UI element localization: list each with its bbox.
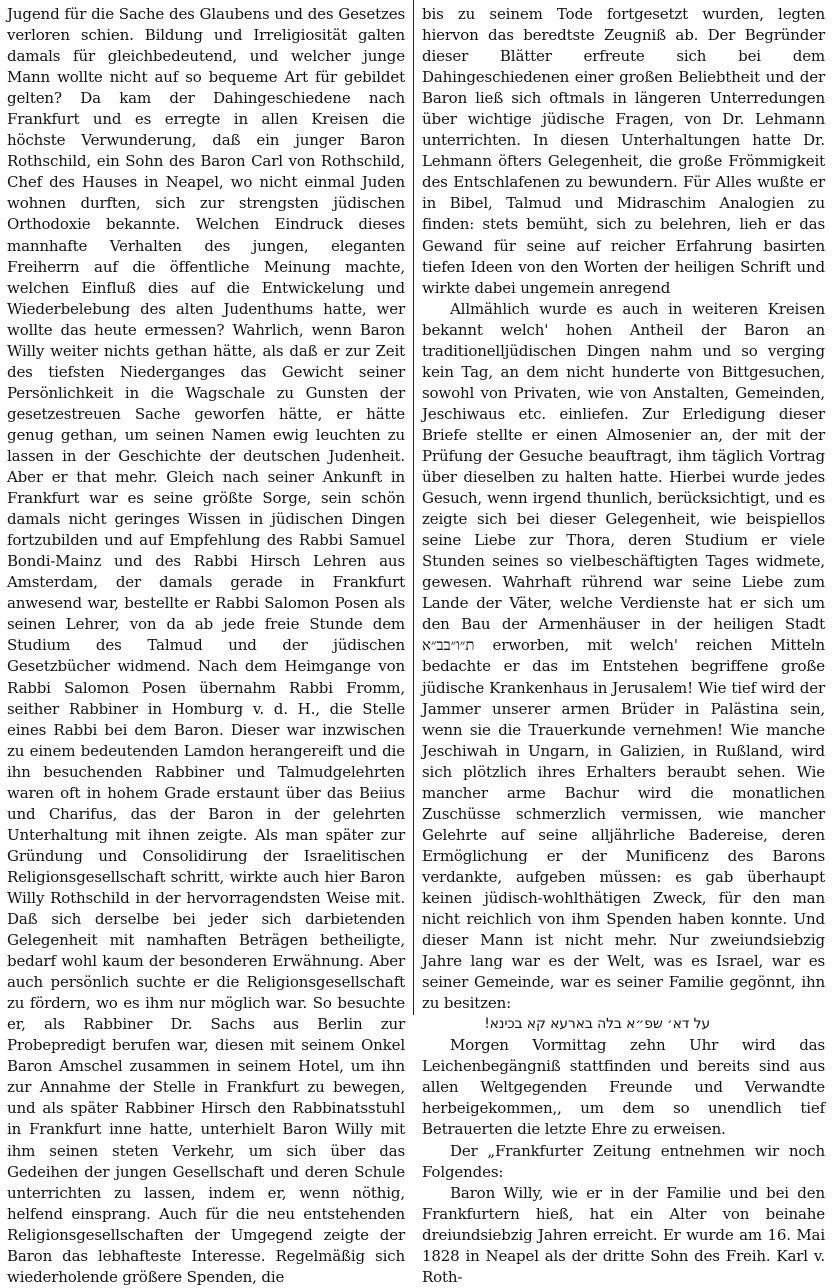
- paragraph: Baron Willy, wie er in der Familie und bei den Frankfurtern hieß, hat ein Alter von beinahe dreiundsiebzig Jahren erreicht. Er wurde am 16. Mai 1828 in Neapel als der dritte Sohn des Freih. Karl v. Roth-: [422, 1183, 825, 1286]
- column-divider: [413, 0, 414, 1015]
- paragraph: Jugend für die Sache des Glaubens und des Gesetzes verloren schien. Bildung und Irreligiosität galten damals für gleichbedeutend, und welcher junge Mann wollte nicht auf so bequeme Art für gebildet gelten? Da kam der Dahingeschiedene nach Frankfurt und es erregte in allen Kreisen die höchste Verwunderung, daß ein junger Baron Rothschild, ein Sohn des Baron Carl von Rothschild, Chef des Hauses in Neapel, wo nicht einmal Juden wohnen durften, sich zur strengsten jüdischen Orthodoxie bekannte. Welchen Eindruck dieses mannhafte Verhalten des jungen, eleganten Freiherrn auf die öffentliche Meinung machte, welchen Einfluß dies auf die Entwickelung und Wiederbelebung des alten Judenthums hatte, wer wollte das heute ermessen? Wahrlich, wenn Baron Willy weiter nichts gethan hätte, als daß er zur Zeit des tiefsten Niederganges das Gewicht seiner Persönlichkeit in die Wagschale zu Gunsten der gesetzestreuen Sache geworfen hätte, er hätte genug gethan, um seinen Namen ewig leuchten zu lassen in der Geschichte der deutschen Judenheit. Aber er that mehr. Gleich nach seiner Ankunft in Frankfurt war es seine größte Sorge, sein schön damals nicht geringes Wissen in jüdischen Dingen fortzubilden und auf Empfehlung des Rabbi Samuel Bondi-Mainz und des Rabbi Hirsch Lehren aus Amsterdam, der damals gerade in Frankfurt anwesend war, bestellte er Rabbi Salomon Posen als seinen Lehrer, von da ab jede freie Stunde dem Studium des Talmud und der jüdischen Gesetzbücher widmend. Nach dem Heimgange von Rabbi Salomon Posen übernahm Rabbi Fromm, seither Rabbiner in Homburg v. d. H., die Stelle eines Rabbi bei dem Baron. Dieser war inzwischen zu einem bedeutenden Lamdon herangereift und die ihn besuchenden Rabbiner und Talmudgelehrten waren oft in hohem Grade erstaunt über das Beiius und Charifus, das der Baron in der gelehrten Unterhaltung mit ihnen zeigte. Als man später zur Gründung und Consolidirung der Israelitischen Religionsgesellschaft schritt, wirkte auch hier Baron Willy Rothschild in der hervorragendsten Weise mit. Daß sich derselbe bei jeder sich darbietenden Gelegenheit mit namhaften Beträgen betheiligte, bedarf wohl kaum der besonderen Erwähnung. Aber auch persönlich suchte er die Religionsgesellschaft zu fördern, wo es ihm nur möglich war. So besuchte er, als Rabbiner Dr. Sachs aus Berlin zur Probepredigt berufen war, diesen mit seinem Onkel Baron Amschel zusammen in seinem Hotel, um ihn zur Annahme der Stelle in Frankfurt zu bewegen, und als später Rabbiner Hirsch den Rabbinatsstuhl in Frankfurt inne hatte, unterhielt Baron Willy mit ihm seinen steten Verkehr, um sich über das Gedeihen der jungen Gesellschaft und deren Schule unterrichten zu lassen, indem er, wenn nöthig, helfend einsprang. Auch für die neu entstehenden Religionsgesellschaften der Umgegend zeigte der Baron das lebhafteste Interesse. Regelmäßig sich wiederholende größere Spenden, die: [7, 5, 405, 1286]
- paragraph: Allmählich wurde es auch in weiteren Kreisen bekannt welch' hohen Antheil der Baron an traditionelljüdischen Dingen nahm und so verging kein Tag, an dem nicht hunderte von Bittgesuchen, sowohl von Privaten, wie von Anstalten, Gemeinden, Jeschiwaus etc. einliefen. Zur Erledigung dieser Briefe stellte er einen Almosenier an, der mit der Prüfung der Gesuche beauftragt, ihm täglich Vortrag über dieselben zu halten hatte. Hierbei wurde jedes Gesuch, wenn irgend thunlich, berücksichtigt, und es zeigte sich bei dieser Gelegenheit, wie beispiellos seine Liebe zur Thora, deren Studium er viele Stunden seines so vielbeschäftigten Tages widmete, gewesen. Wahrhaft rührend war seine Liebe zum Lande der Väter, welche Verdienste hat er sich um den Bau der Armenhäuser in der heiligen Stadt ת״ו״בב״א erworben, mit welch' reichen Mitteln bedachte er das im Entstehen begriffene große jüdische Krankenhaus in Jerusalem! Wie tief wird der Jammer unserer armen Brüder in Palästina sein, wenn sie die Trauerkunde vernehmen! Wie manche Jeschiwah in Ungarn, in Galizien, in Rußland, wird sich plötzlich ihres Erhalters beraubt sehen. Wie mancher arme Bachur wird die monatlichen Zuschüsse schmerzlich vermissen, wie mancher Gelehrte auf seine alljährliche Badereise, deren Ermöglichung er der Munificenz des Barons verdankte, aufgeben müssen: es gab überhaupt keinen jüdisch-wohlthätigen Zweck, für den man nicht reichlich von ihm Spenden haben konnte. Und dieser Mann ist nicht mehr. Nur zweiundsiebzig Jahre lang war es der Welt, was es Israel, war es seiner Gemeinde, war es seiner Familie gegönnt, ihn zu besitzen:: [422, 299, 825, 1013]
- paragraph: Morgen Vormittag zehn Uhr wird das Leichenbegängniß stattfinden und bereits sind aus allen Weltgegenden Freunde und Verwandte herbeigekommen,, um dem so unendlich tief Betrauerten die letzte Ehre zu erweisen.: [422, 1036, 825, 1139]
- paragraph: bis zu seinem Tode fortgesetzt wurden, legten hiervon das beredtste Zeugniß ab. Der Begründer dieser Blätter erfreute sich bei dem Dahingeschiedenen einer großen Beliebtheit und der Baron ließ sich oftmals in längeren Unterredungen über wichtige jüdische Fragen, von Dr. Lehmann unterrichten. In diesen Unterhaltungen hatte Dr. Lehmann öfters Gelegenheit, die große Frömmigkeit des Entschlafenen zu bewundern. Für Alles wußte er in Bibel, Talmud und Midraschim Analogien zu finden: stets bemüht, sich zu belehren, lieh er das Gewand für seine auf reicher Erfahrung basirten tiefen Ideen von den Worten der heiligen Schrift und wirkte dabei ungemein anregend: [422, 5, 825, 297]
- paragraph: Der „Frankfurter Zeitung entnehmen wir noch Folgendes:: [422, 1141, 825, 1181]
- left-column: [7, 4, 405, 1286]
- hebrew-quote: על דא׳ שפ״א בלה בארעא קא בכינא!: [484, 1016, 710, 1033]
- right-column: [422, 4, 825, 1286]
